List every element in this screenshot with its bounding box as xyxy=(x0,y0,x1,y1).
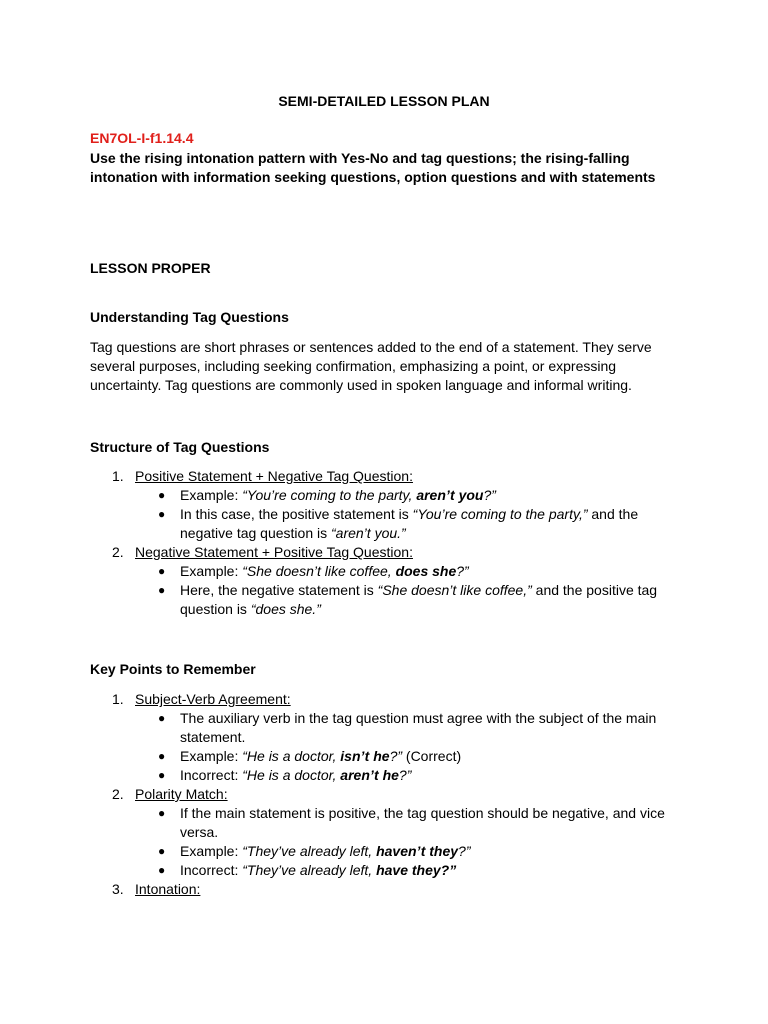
bullet-icon: ● xyxy=(158,564,166,578)
tag-question: aren’t he xyxy=(340,767,399,783)
list-number: 3. xyxy=(112,881,124,897)
bullet-icon: ● xyxy=(158,768,166,782)
structure-heading: Structure of Tag Questions xyxy=(90,439,270,455)
learning-objective: Use the rising intonation pattern with Yes-No and tag questions; the rising-falling intonation with information seeking questions, option questions and with statements xyxy=(90,150,656,185)
list-item-title: Positive Statement + Negative Tag Question: xyxy=(135,468,413,484)
document-title: SEMI-DETAILED LESSON PLAN xyxy=(278,93,490,109)
example-quote: “He is a doctor, xyxy=(242,748,341,764)
list-item-title: Negative Statement + Positive Tag Question: xyxy=(135,544,413,560)
list-number: 1. xyxy=(112,468,124,484)
bullet-text: The auxiliary verb in the tag question must agree with the subject of the main statement. xyxy=(180,710,657,745)
bullet-icon: ● xyxy=(158,863,166,877)
key-points-heading: Key Points to Remember xyxy=(90,661,256,677)
understanding-heading: Understanding Tag Questions xyxy=(90,309,289,325)
list-item xyxy=(90,785,680,804)
list-number: 2. xyxy=(112,786,124,802)
example-quote: “She doesn’t like coffee, xyxy=(242,563,396,579)
tag-question: haven’t they xyxy=(376,843,459,859)
bullet-text: Example: xyxy=(180,487,243,503)
list-item xyxy=(90,880,680,899)
list-item xyxy=(90,690,680,709)
bullet-text: Example: xyxy=(180,563,243,579)
structure-list xyxy=(90,467,680,619)
example-end: ?” xyxy=(458,843,471,859)
bullet-text: (Correct) xyxy=(402,748,462,764)
competency-code: EN7OL-I-f1.14.4 xyxy=(90,130,194,146)
example-quote: “You’re coming to the party, xyxy=(242,487,417,503)
bullet-text: If the main statement is positive, the tag question should be negative, and vice versa. xyxy=(180,805,665,840)
tag-question: have they?” xyxy=(376,862,457,878)
example-quote: “does she.” xyxy=(250,601,321,617)
example-end: ?” xyxy=(483,487,496,503)
bullet-item xyxy=(90,562,680,581)
bullet-icon: ● xyxy=(158,749,166,763)
bullet-item xyxy=(90,709,680,747)
bullet-item xyxy=(90,486,680,505)
list-item-title: Subject-Verb Agreement: xyxy=(135,691,291,707)
bullet-text: Example: xyxy=(180,843,243,859)
example-quote: “You’re coming to the party,” xyxy=(412,506,588,522)
example-quote: “aren’t you.” xyxy=(331,525,406,541)
lesson-proper-heading: LESSON PROPER xyxy=(90,260,211,276)
bullet-icon: ● xyxy=(158,806,166,820)
bullet-item xyxy=(90,842,680,861)
bullet-icon: ● xyxy=(158,711,166,725)
bullet-item xyxy=(90,804,680,842)
bullet-text: Incorrect: xyxy=(180,862,243,878)
bullet-text: Here, the negative statement is xyxy=(180,582,378,598)
bullet-icon: ● xyxy=(158,583,166,597)
bullet-item xyxy=(90,766,680,785)
list-number: 1. xyxy=(112,691,124,707)
bullet-item xyxy=(90,861,680,880)
list-item xyxy=(90,467,680,486)
bullet-item xyxy=(90,747,680,766)
example-quote: “They’ve already left, xyxy=(242,862,377,878)
bullet-icon: ● xyxy=(158,488,166,502)
example-quote: “They’ve already left, xyxy=(242,843,377,859)
tag-question: isn’t he xyxy=(340,748,390,764)
list-number: 2. xyxy=(112,544,124,560)
bullet-item xyxy=(90,505,680,543)
list-item xyxy=(90,543,680,562)
example-end: ?” xyxy=(398,767,412,783)
example-quote: “He is a doctor, xyxy=(242,767,341,783)
bullet-text: Example: xyxy=(180,748,243,764)
list-item-title: Intonation: xyxy=(135,881,201,897)
bullet-text: In this case, the positive statement is xyxy=(180,506,413,522)
tag-question: aren’t you xyxy=(416,487,484,503)
tag-question: does she xyxy=(395,563,457,579)
understanding-paragraph: Tag questions are short phrases or sentences added to the end of a statement. They serve several purposes, including seeking confirmation, emphasizing a point, or expressing uncertainty. Tag questions are commonly used in spoken language and informal writing. xyxy=(90,339,652,393)
list-item-title: Polarity Match: xyxy=(135,786,228,802)
key-points-list xyxy=(90,690,680,899)
bullet-text: and the positive tag question is xyxy=(180,582,658,617)
bullet-icon: ● xyxy=(158,507,166,521)
example-end: ?” xyxy=(456,563,469,579)
bullet-text: and the negative tag question is xyxy=(180,506,639,541)
bullet-item xyxy=(90,581,680,619)
bullet-text: Incorrect: xyxy=(180,767,243,783)
bullet-icon: ● xyxy=(158,844,166,858)
example-end: ?” xyxy=(389,748,403,764)
example-quote: “She doesn’t like coffee,” xyxy=(377,582,532,598)
